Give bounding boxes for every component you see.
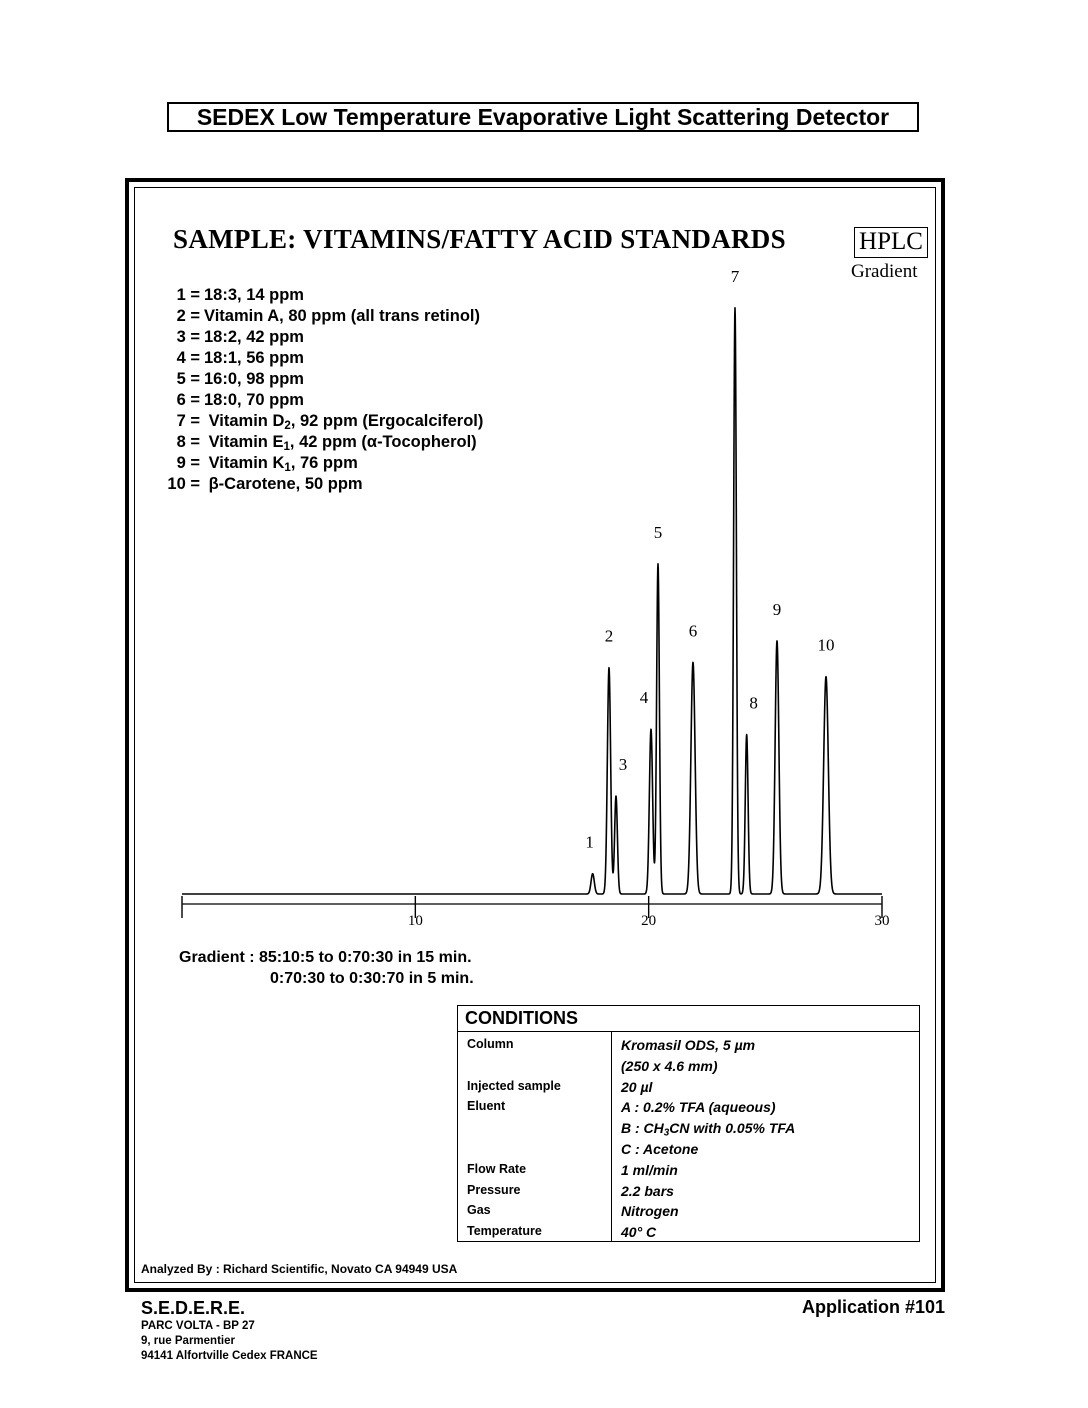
conditions-value: 2.2 bars: [621, 1182, 674, 1199]
legend-item-number: 5 =: [176, 370, 200, 388]
peak-label: 7: [730, 270, 740, 286]
company-address-line-2: 9, rue Parmentier: [141, 1335, 235, 1347]
conditions-value: Nitrogen: [621, 1203, 679, 1220]
legend-item-text: 16:0, 98 ppm: [204, 370, 304, 388]
conditions-value: Kromasil ODS, 5 µm: [621, 1037, 756, 1053]
conditions-value: A : 0.2% TFA (aqueous): [621, 1099, 776, 1116]
conditions-row: [458, 1183, 919, 1204]
legend-item-text: Vitamin $K_1$, 76 ppm: [204, 454, 358, 474]
peak-label: 8: [749, 693, 758, 713]
legend-item-text: 18:0, 70 ppm: [204, 391, 304, 409]
legend-item-text: Vitamin $E_1$, 42 ppm (α-Tocopherol): [204, 433, 477, 453]
page-header-title: SEDEX Low Temperature Evaporative Light Scattering Detector: [167, 102, 919, 132]
conditions-value: C : Acetone: [621, 1141, 699, 1157]
conditions-row: [458, 1162, 919, 1183]
x-axis-tick-label: 10: [407, 913, 423, 929]
legend-item-number: 1 =: [176, 286, 200, 304]
legend-item-number: 4 =: [176, 349, 200, 367]
legend-item-text: 18:3, 14 ppm: [204, 286, 304, 304]
peak-label: 3: [618, 755, 628, 775]
peak-label: 9: [772, 599, 782, 619]
application-number: Application #101: [801, 1297, 945, 1317]
sample-title: SAMPLE: VITAMINS/FATTY ACID STANDARDS: [173, 224, 786, 254]
legend-item-number: 6 =: [176, 391, 200, 409]
method-box: HPLC: [854, 227, 928, 258]
legend-item-number: 9 =: [176, 454, 200, 472]
peak-label: 4: [639, 688, 649, 708]
legend-item-text: Vitamin A, 80 ppm (all trans retinol): [204, 307, 480, 325]
conditions-label: Column: [467, 1037, 514, 1051]
company-address-line-3: 94141 Alfortville Cedex FRANCE: [141, 1350, 318, 1362]
peak-label: 5: [653, 522, 663, 542]
company-address-line-1: PARC VOLTA - BP 27: [141, 1320, 255, 1332]
gradient-line-1: Gradient : 85:10:5 to 0:70:30 in 15 min.: [179, 949, 472, 966]
peak-label: 1: [585, 832, 594, 852]
legend-item-number: 3 =: [176, 328, 200, 346]
conditions-value: B : $CH_3CN$ with 0.05% TFA: [621, 1120, 796, 1139]
legend-item-number: 10 =: [167, 475, 200, 493]
conditions-table: [457, 1005, 920, 1242]
conditions-row: [458, 1099, 919, 1120]
conditions-row: [458, 1120, 919, 1141]
conditions-row: [458, 1058, 919, 1079]
legend-item-number: 8 =: [176, 433, 200, 451]
gradient-description: [179, 947, 474, 989]
conditions-label: Gas: [467, 1203, 491, 1218]
legend-item-text: 18:1, 56 ppm: [204, 349, 304, 367]
conditions-row: [458, 1079, 919, 1100]
peak-label: 10: [817, 635, 835, 655]
company-name: S.E.D.E.R.E.: [141, 1298, 246, 1318]
conditions-value: (250 x 4.6 mm): [621, 1057, 718, 1074]
legend-item-text: Vitamin $D_2$, 92 ppm (Ergocalciferol): [204, 412, 484, 432]
conditions-label: Temperature: [467, 1224, 542, 1239]
conditions-label: Pressure: [467, 1182, 521, 1197]
conditions-title: CONDITIONS: [458, 1006, 919, 1032]
conditions-value: 1 ml/min: [621, 1161, 678, 1178]
legend-item-text: β-Carotene, 50 ppm: [204, 475, 363, 493]
x-axis-tick-label: 30: [874, 913, 890, 929]
peak-label: 6: [688, 621, 698, 641]
conditions-label: Injected sample: [467, 1078, 561, 1093]
gradient-line-2: 0:70:30 to 0:30:70 in 5 min.: [270, 970, 474, 987]
conditions-value: 20 µl: [621, 1078, 653, 1095]
conditions-row: [458, 1141, 919, 1162]
conditions-row: [458, 1037, 919, 1058]
legend-item-text: 18:2, 42 ppm: [204, 328, 304, 346]
conditions-label: Flow Rate: [467, 1161, 527, 1176]
chromatogram: [160, 270, 900, 940]
conditions-row: [458, 1203, 919, 1224]
conditions-row: [458, 1224, 919, 1245]
conditions-value: 40° C: [621, 1224, 657, 1241]
conditions-label: Eluent: [467, 1099, 506, 1114]
method-subtitle: Gradient: [851, 261, 918, 282]
peak-label: 2: [604, 626, 614, 646]
legend-item-number: 7 =: [176, 412, 200, 430]
analyzed-by: Analyzed By : Richard Scientific, Novato CA 94949 USA: [141, 1262, 458, 1276]
x-axis-tick-label: 20: [641, 913, 657, 929]
legend-item-number: 2 =: [176, 307, 200, 325]
company-block: [141, 1297, 318, 1364]
